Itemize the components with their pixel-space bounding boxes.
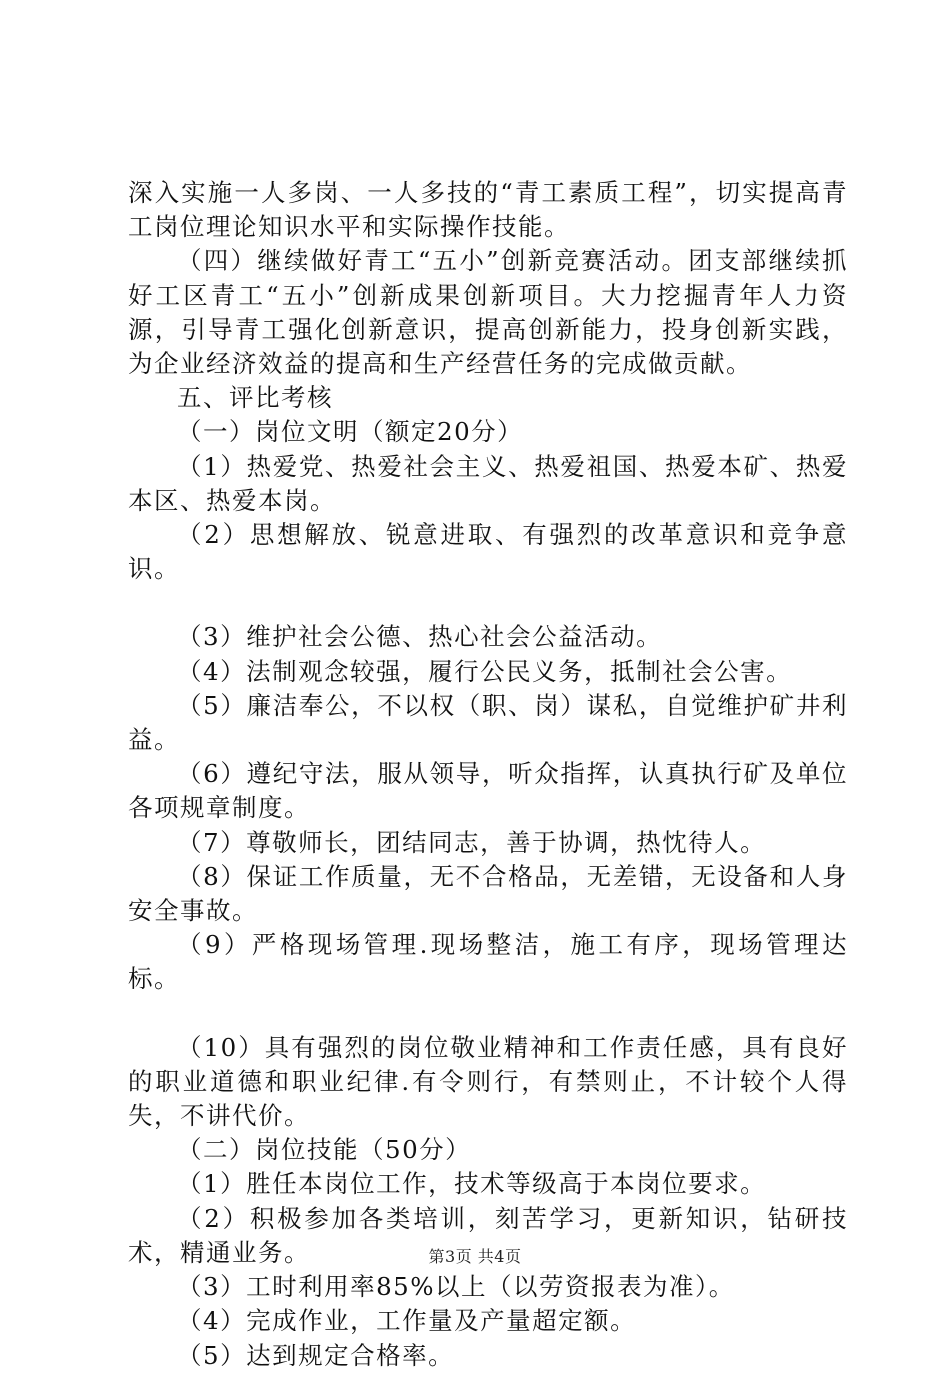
list-item: （9）严格现场管理.现场整洁，施工有序，现场管理达标。 bbox=[128, 930, 848, 994]
document-body bbox=[128, 176, 848, 1373]
subsection-heading: （二）岗位技能（50分） bbox=[177, 1135, 472, 1165]
section-heading: 五、评比考核 bbox=[177, 383, 333, 413]
list-item: （4）完成作业，工作量及产量超定额。 bbox=[177, 1306, 637, 1336]
list-item: （3）维护社会公德、热心社会公益活动。 bbox=[177, 622, 663, 652]
list-item: （5）廉洁奉公，不以权（职、岗）谋私，自觉维护矿井利益。 bbox=[128, 690, 848, 755]
list-item: （5）达到规定合格率。 bbox=[177, 1340, 455, 1370]
list-item: （7）尊敬师长，团结同志，善于协调，热忱待人。 bbox=[177, 827, 767, 857]
list-item: （1）热爱党、热爱社会主义、热爱祖国、热爱本矿、热爱本区、热爱本岗。 bbox=[128, 451, 848, 515]
subsection-heading: （一）岗位文明（额定20分） bbox=[177, 417, 524, 447]
list-item: （3）工时利用率85%以上（以劳资报表为准）。 bbox=[177, 1272, 735, 1302]
list-item: （1）胜任本岗位工作，技术等级高于本岗位要求。 bbox=[177, 1169, 767, 1199]
list-item: （8）保证工作质量，无不合格品，无差错，无设备和人身安全事故。 bbox=[128, 861, 848, 926]
paragraph: 深入实施一人多岗、一人多技的“青工素质工程”，切实提高青工岗位理论知识水平和实际操作技能。 bbox=[128, 178, 848, 242]
list-item: （4）法制观念较强，履行公民义务，抵制社会公害。 bbox=[177, 656, 793, 686]
list-item: （2）思想解放、锐意进取、有强烈的改革意识和竞争意识。 bbox=[128, 520, 848, 584]
list-item: （6）遵纪守法，服从领导，听众指挥，认真执行矿及单位各项规章制度。 bbox=[128, 759, 848, 823]
page-number-footer: 第3页 共4页 bbox=[428, 1247, 522, 1266]
list-item: （10）具有强烈的岗位敬业精神和工作责任感，具有良好的职业道德和职业纪律.有令则行，有禁则止，不计较个人得失，不讲代价。 bbox=[128, 1032, 848, 1131]
list-item: （2）积极参加各类培训，刻苦学习，更新知识，钻研技术，精通业务。 bbox=[128, 1203, 848, 1267]
paragraph: （四）继续做好青工“五小”创新竞赛活动。团支部继续抓好工区青工“五小”创新成果创新项目。大力挖掘青年人力资源，引导青工强化创新意识，提高创新能力，投身创新实践，为企业经济效益的提高和生产经营任务的完成做贡献。 bbox=[128, 246, 848, 379]
